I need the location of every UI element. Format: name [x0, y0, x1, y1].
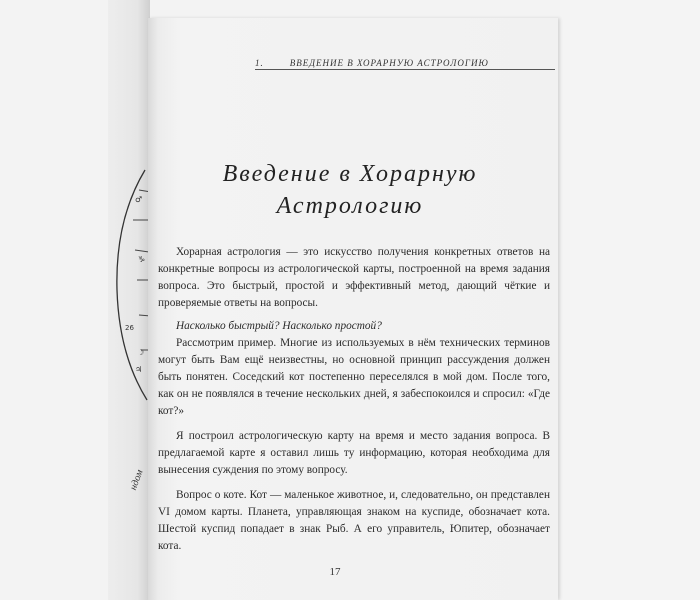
- chapter-title-line-1: Введение в Хорарную: [222, 161, 478, 187]
- body-text: [158, 244, 550, 555]
- svg-text:♑: ♑: [138, 255, 146, 264]
- paragraph: Хорарная астрология — это искусство получения конкретных ответов на конкретные вопросы из астрологической карты, построенной на время задания вопроса. Это быстрый, простой и эффективный метод, дающий чёткие и проверяемые ответы на вопросы.: [158, 246, 550, 309]
- paragraph: Я построил астрологическую карту на время и место задания вопроса. В предлагаемой карте я оставил лишь ту информацию, которая необходима для вынесения суждения по этому вопросу.: [158, 430, 550, 476]
- chapter-title-line-2: Астрологию: [276, 193, 424, 219]
- left-margin-text: ндом: [128, 468, 146, 492]
- chapter-title: [150, 158, 550, 222]
- running-head-title: ВВЕДЕНИЕ В ХОРАРНУЮ АСТРОЛОГИЮ: [289, 58, 489, 68]
- paragraph: Вопрос о коте. Кот — маленькое животное, и, следовательно, он представлен VI домом карты. Планета, управляющая знаком на куспиде, обозначает кота. Шестой куспид попадает в знак Рыб. А его управитель, Юпитер, обозначает кота.: [158, 489, 550, 552]
- running-head: [255, 58, 555, 70]
- svg-text:♂: ♂: [135, 195, 143, 204]
- background: [560, 0, 700, 600]
- svg-text:♃: ♃: [135, 365, 143, 374]
- paragraph: Рассмотрим пример. Многие из используемых в нём технических терминов могут быть Вам ещё неизвестны, но основной принцип рассуждения должен быть понятен. Соседский кот постепенно переселялся в мой дом. После того, как он не появлялся в течение нескольких дней, я забеспокоился и спросил: «Где кот?»: [158, 337, 550, 417]
- svg-text:26: 26: [125, 324, 134, 332]
- svg-text:☽: ☽: [137, 348, 145, 357]
- running-head-number: 1.: [255, 58, 264, 68]
- page-number: 17: [329, 566, 341, 578]
- subheading: Насколько быстрый? Насколько простой?: [176, 320, 382, 332]
